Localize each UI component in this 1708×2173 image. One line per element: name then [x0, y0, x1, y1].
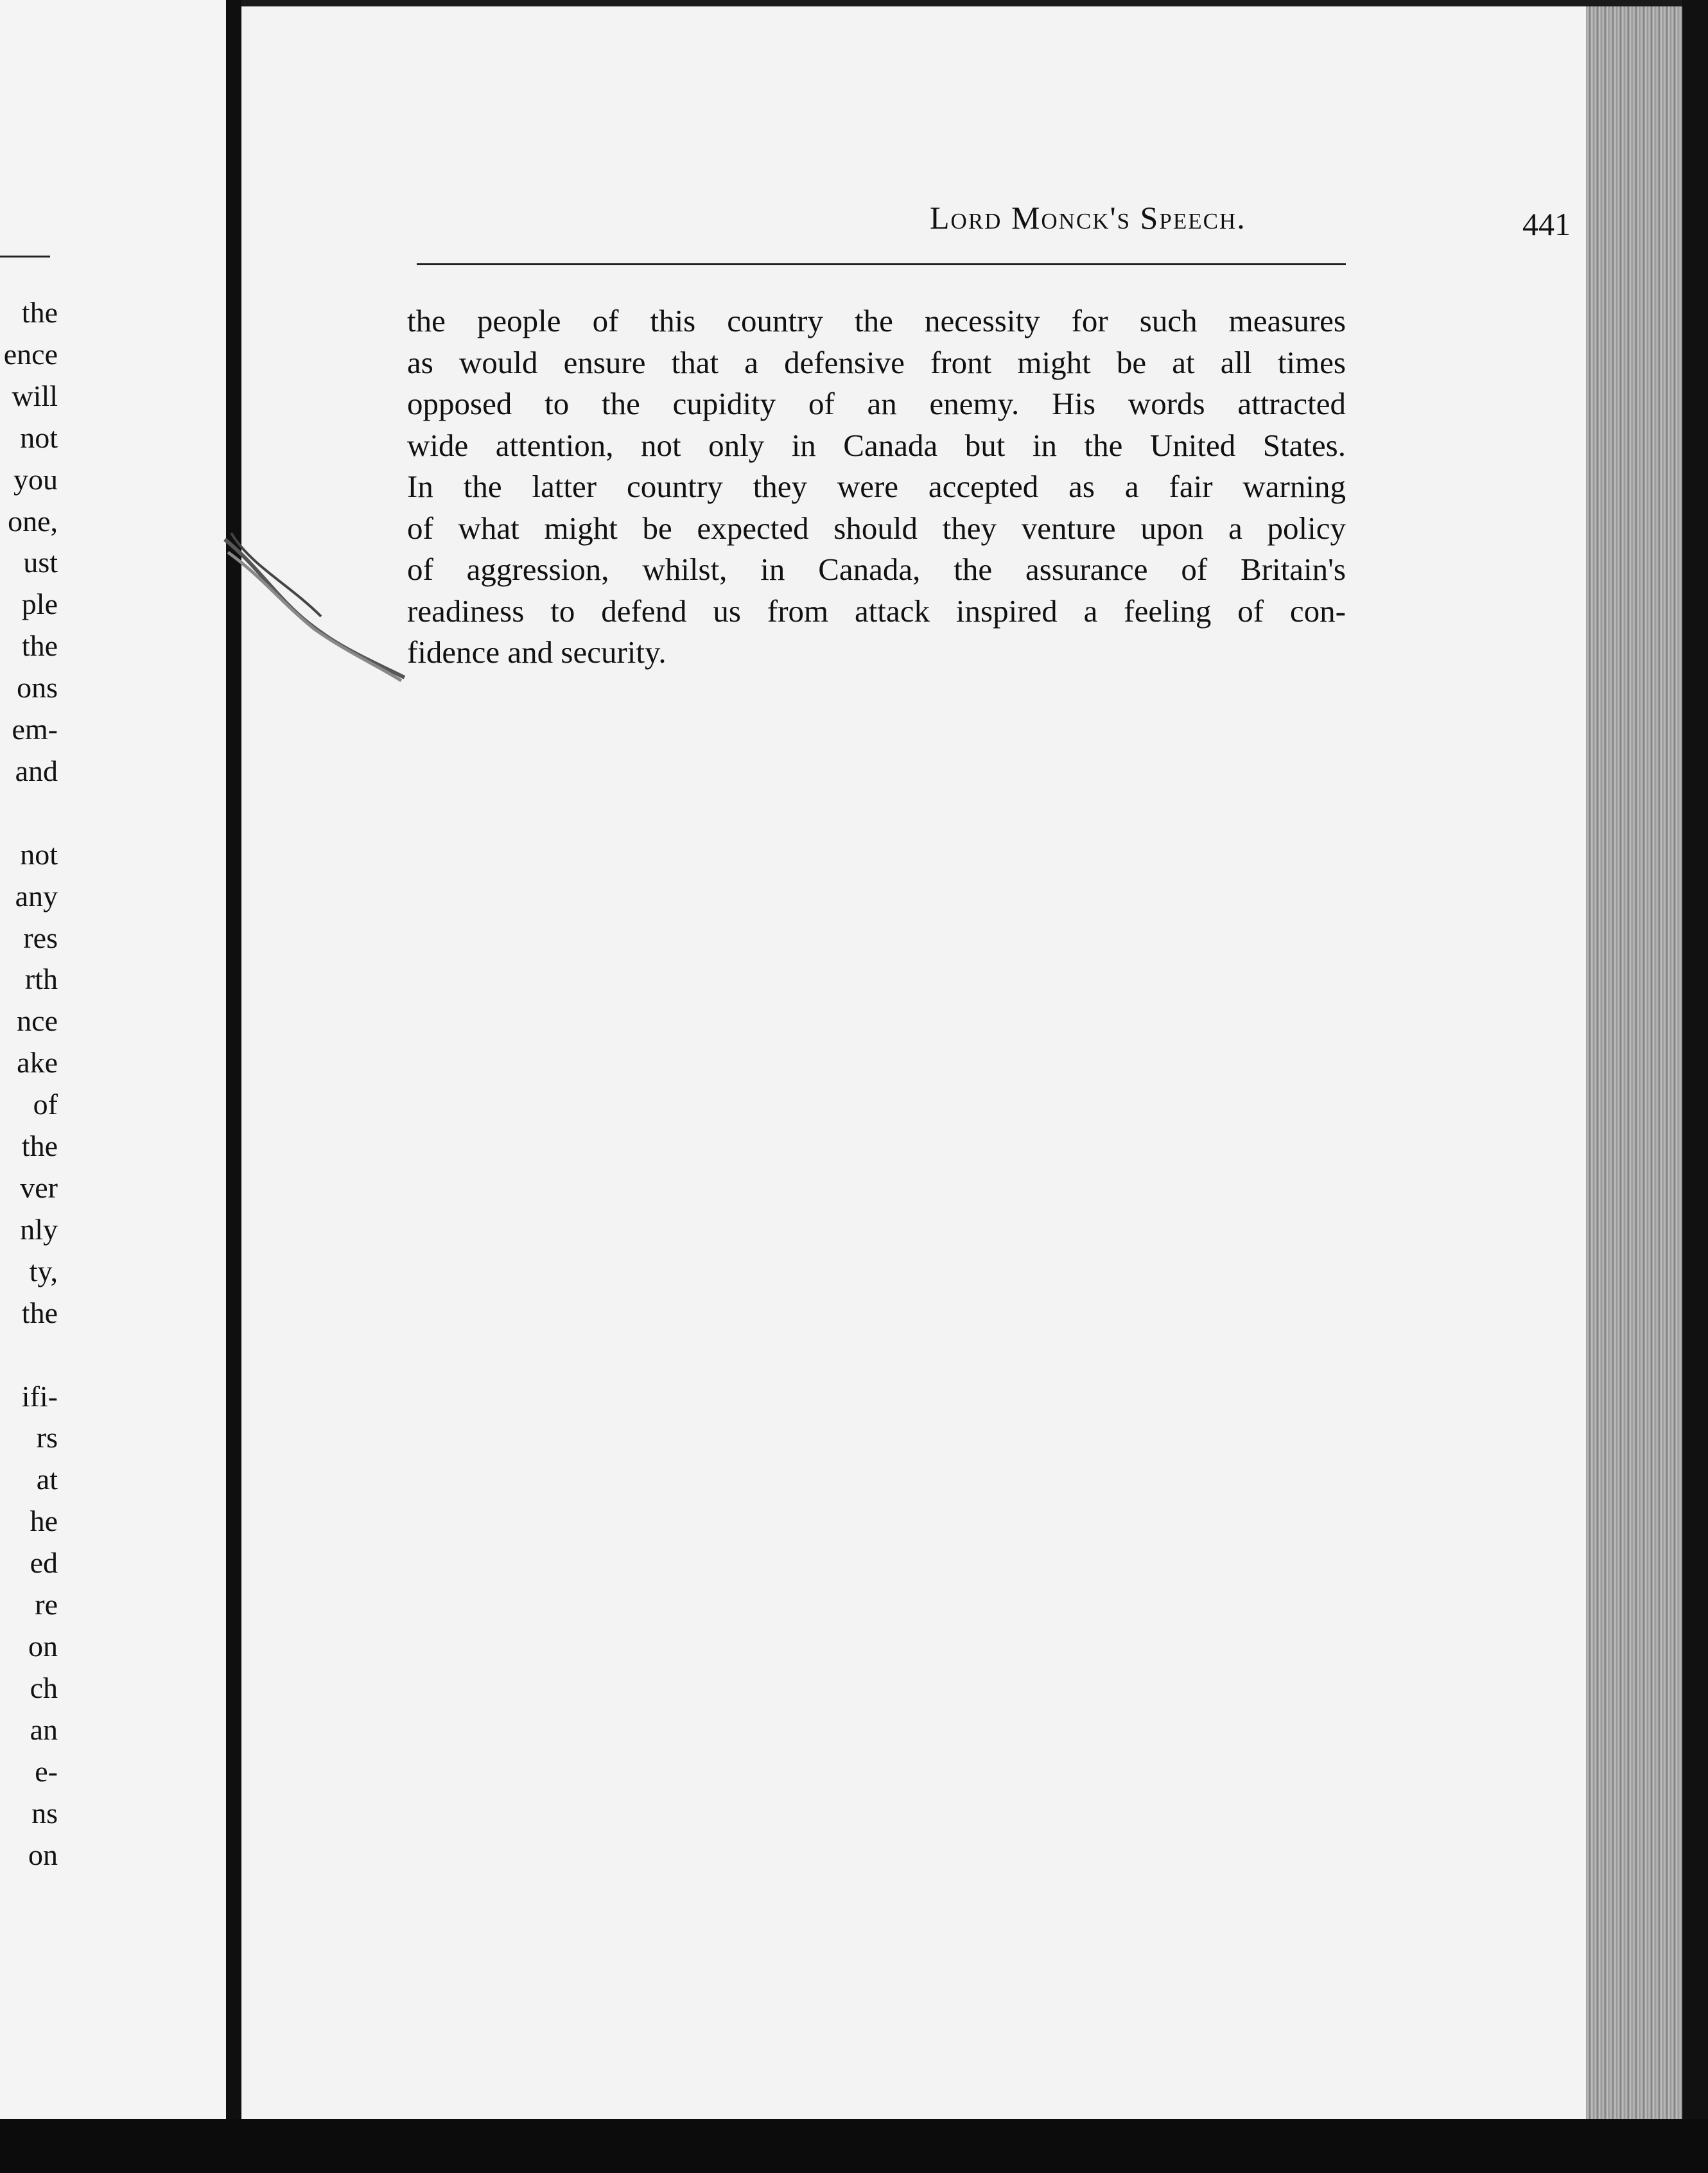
left-page-line: of: [33, 1088, 58, 1121]
left-page-line: nly: [20, 1212, 58, 1246]
left-page-line: you: [13, 462, 58, 496]
left-page-line: ch: [30, 1671, 58, 1704]
left-page-line: ifi-: [21, 1379, 58, 1413]
right-page: [241, 6, 1586, 2119]
left-page-line: the: [21, 296, 58, 329]
body-line: wide attention, not only in Canada but in the United States.: [407, 427, 1346, 463]
left-page-text: [4, 292, 58, 1876]
left-page-line: on: [28, 1838, 58, 1871]
left-page-line: ake: [17, 1046, 58, 1079]
left-page-line: ence: [3, 337, 58, 371]
left-page-line: rth: [24, 963, 58, 996]
left-page-line: ver: [20, 1171, 58, 1205]
header-rule: [417, 263, 1346, 265]
book-fore-edge: [1586, 6, 1682, 2125]
body-paragraph: [407, 301, 1346, 674]
page-number: 441: [1522, 206, 1571, 242]
left-page-line: one,: [8, 504, 58, 537]
left-page-line: at: [36, 1463, 58, 1496]
body-line: of aggression, whilst, in Canada, the assurance of Britain's: [407, 552, 1346, 587]
bottom-background: [0, 2119, 1708, 2173]
left-page-line: the: [21, 1130, 58, 1163]
left-page-line: an: [30, 1713, 58, 1746]
left-page-line: res: [23, 921, 58, 954]
bookmark-ribbon: [218, 527, 411, 687]
body-line: readiness to defend us from attack inspired a feeling of con-: [407, 593, 1346, 629]
body-line: of what might be expected should they venture upon a policy: [407, 510, 1346, 546]
left-page-line: the: [21, 1296, 58, 1329]
left-page-line: re: [35, 1588, 58, 1621]
left-page-line: ons: [17, 671, 58, 704]
page-header: [684, 193, 1590, 250]
left-page-line: not: [20, 837, 58, 871]
paragraph-gap: [4, 792, 58, 834]
left-page-line: rs: [36, 1421, 58, 1454]
left-page-line: on: [28, 1629, 58, 1662]
left-page-line: any: [15, 879, 58, 912]
left-page-line: ns: [31, 1796, 58, 1829]
body-line: fidence and security.: [407, 634, 667, 670]
left-page-line: ed: [30, 1546, 58, 1580]
left-page-line: nce: [17, 1004, 58, 1038]
left-page-line: not: [20, 421, 58, 454]
paragraph-gap: [4, 1334, 58, 1376]
left-page-line: ple: [21, 588, 58, 621]
body-line: the people of this country the necessity for such measures: [407, 303, 1346, 338]
left-page-line: the: [21, 629, 58, 663]
running-head: Lord Monck's Speech.: [930, 200, 1246, 236]
left-page-line: and: [15, 754, 58, 787]
book-gutter: [226, 0, 241, 2119]
left-header-rule: [0, 256, 50, 257]
body-line: In the latter country they were accepted as a fair warning: [407, 469, 1346, 504]
background-edge: [1682, 0, 1708, 2173]
left-page-line: he: [30, 1505, 58, 1538]
left-page-line: em-: [12, 713, 58, 746]
body-line: opposed to the cupidity of an enemy. His words attracted: [407, 386, 1346, 421]
left-page-line: ust: [23, 546, 58, 579]
left-page-line: e-: [35, 1754, 58, 1788]
left-page-line: will: [12, 379, 58, 412]
left-facing-page: [0, 0, 226, 2119]
left-page-line: ty,: [29, 1254, 58, 1287]
body-line: as would ensure that a defensive front might be at all times: [407, 344, 1346, 380]
